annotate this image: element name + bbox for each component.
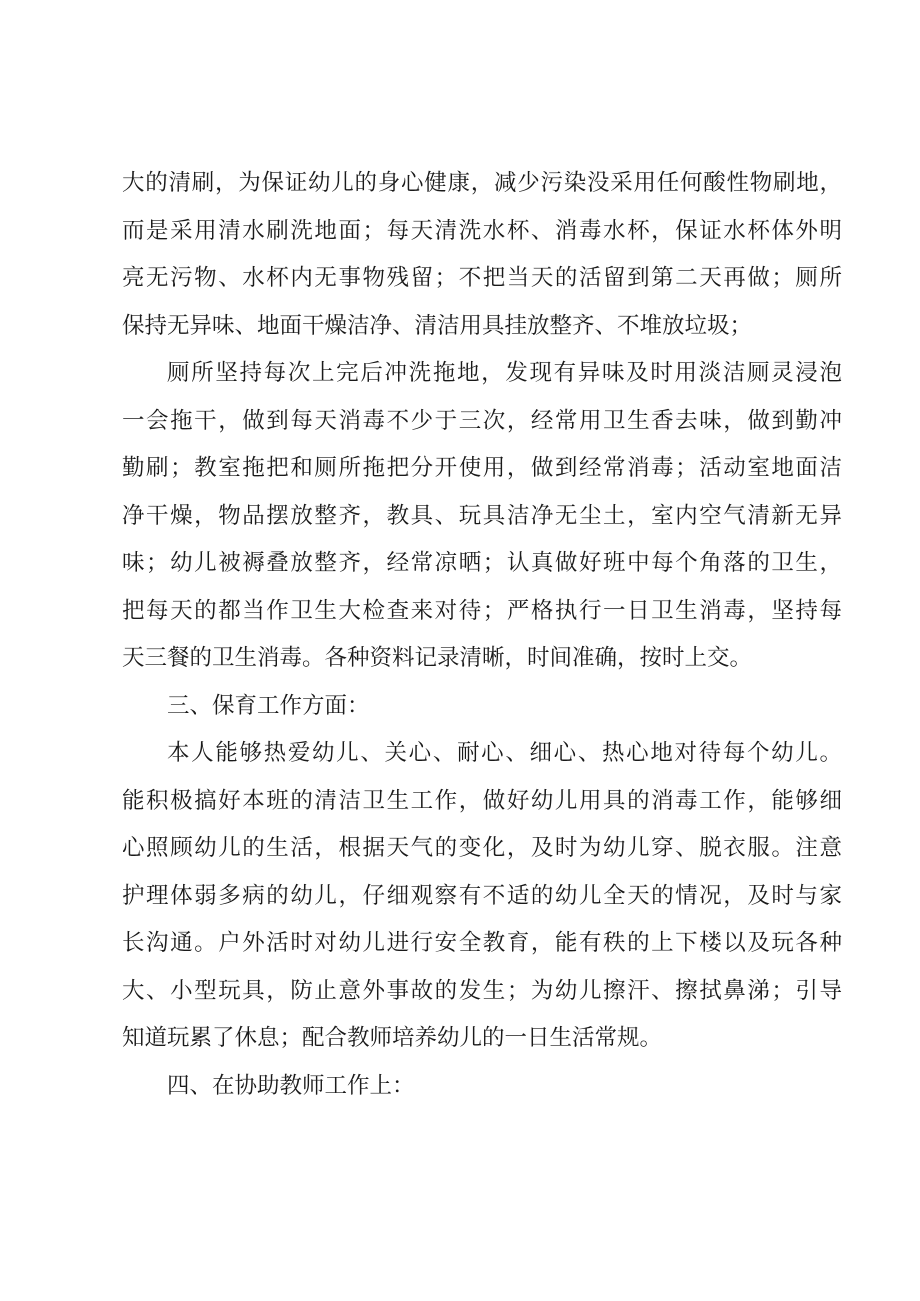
text-line: 本人能够热爱幼儿、关心、耐心、细心、热心地对待每个幼儿。 [167,740,842,766]
section-heading-assist-teacher [122,1063,842,1111]
text-line: 净干燥，物品摆放整齐，教具、玩具洁净无尘土，室内空气清新无异 [122,502,842,529]
paragraph-toilet-cleaning [122,350,842,683]
paragraph-cleaning-continued [122,160,842,350]
text-line: 知道玩累了休息；配合教师培养幼儿的一日生活常规。 [122,1025,663,1051]
text-line: 一会拖干，做到每天消毒不少于三次，经常用卫生香去味，做到勤冲 [122,407,842,434]
section-heading: 四、在协助教师工作上： [167,1072,415,1099]
text-line: 勤刷；教室拖把和厕所拖把分开使用，做到经常消毒；活动室地面洁 [122,455,842,481]
text-line: 长沟通。户外活时对幼儿进行安全教育，能有秩的上下楼以及玩各种 [122,930,842,956]
text-line: 厕所坚持每次上完后冲洗拖地，发现有异味及时用淡洁厕灵浸泡 [167,360,842,386]
section-heading-childcare [122,683,842,731]
document-body [122,160,842,1110]
text-line: 味；幼儿被褥叠放整齐，经常凉晒；认真做好班中每个角落的卫生， [122,550,842,576]
text-line: 把每天的都当作卫生大检查来对待；严格执行一日卫生消毒，坚持每 [122,597,842,624]
text-line: 而是采用清水刷洗地面；每天清洗水杯、消毒水杯，保证水杯体外明 [122,217,842,244]
text-line: 大、小型玩具，防止意外事故的发生；为幼儿擦汗、擦拭鼻涕；引导 [122,977,842,1004]
text-line: 保持无异味、地面干燥洁净、清洁用具挂放整齐、不堆放垃圾； [122,312,753,339]
text-line: 心照顾幼儿的生活，根据天气的变化，及时为幼儿穿、脱衣服。注意 [122,835,842,861]
section-heading: 三、保育工作方面： [167,692,370,719]
text-line: 大的清刷，为保证幼儿的身心健康，减少污染没采用任何酸性物刷地， [122,170,842,196]
text-line: 亮无污物、水杯内无事物残留；不把当天的活留到第二天再做；厕所 [122,265,842,291]
text-line: 能积极搞好本班的清洁卫生工作，做好幼儿用具的消毒工作，能够细 [122,787,842,814]
text-line: 天三餐的卫生消毒。各种资料记录清晰，时间准确，按时上交。 [122,645,753,671]
text-line: 护理体弱多病的幼儿，仔细观察有不适的幼儿全天的情况，及时与家 [122,882,842,909]
paragraph-childcare-work [122,730,842,1063]
